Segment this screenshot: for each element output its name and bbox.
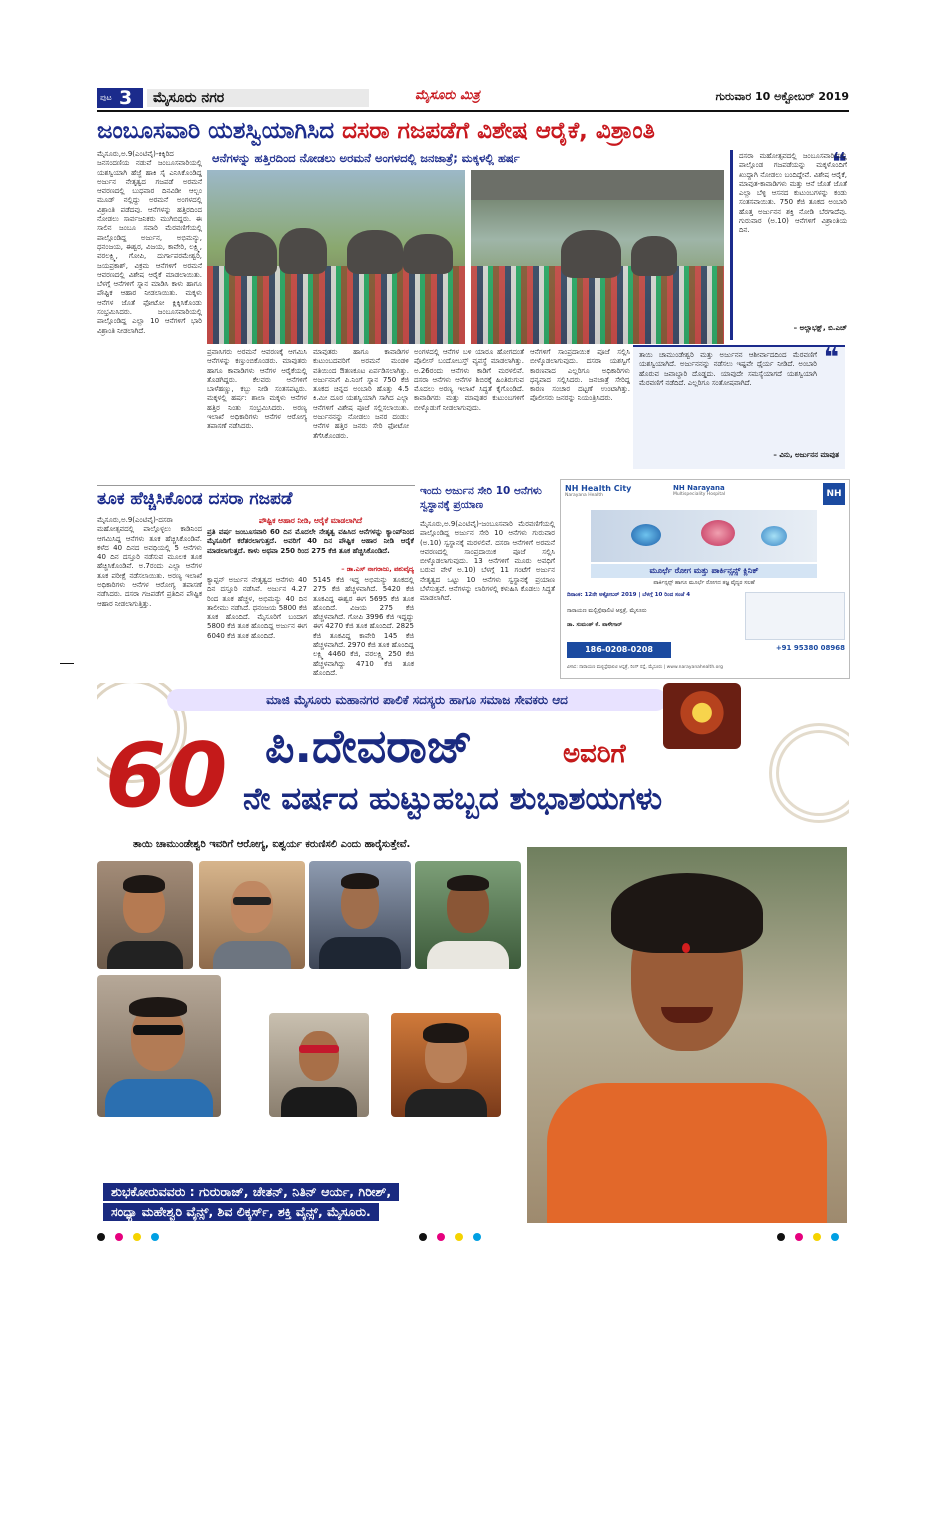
wisher-portrait: [391, 1013, 501, 1117]
elephant-figure: [403, 234, 453, 274]
story-2-column-1: ಮೈಸೂರು,ಅ.9(ಎಂಟಿವೈ)-ದಸರಾ ಮಹೋತ್ಸವದಲ್ಲಿ ಪಾಲ್ಗೊಳ್ಳಲು ಕಾಡಿನಿಂದ ಆಗಮಿಸಿದ್ದ ಆನೆಗಳು ತೂಕ ಹೆಚ್ಚಿಸಿಕೊಂಡಿವೆ. ಕಳೆದ 40 ದಿನದ ಅವಧಿಯಲ್ಲಿ 5 ಆನೆಗಳು 40 ದಿನ ದಸ್ತೂರಿ ನಡೆಸುವ ಮೂಲಕ ತೂಕ ಹೆಚ್ಚಿಸಿಕೊಂಡಿವೆ. ಅ.7ರಂದು ಎಲ್ಲಾ ಆನೆಗಳ ತೂಕ ಪರೀಕ್ಷೆ ನಡೆಸಲಾಯಿತು. ಅರಣ್ಯ ಇಲಾಖೆ ಅಧಿಕಾರಿಗಳು ಆನೆಗಳ ಆರೋಗ್ಯ ತಪಾಸಣೆ ನಡೆಸಿದರು. ದಸರಾ ಗಜಪಡೆಗೆ ಪ್ರತಿದಿನ ಪೌಷ್ಟಿಕ ಆಹಾರ ನೀಡಲಾಗುತ್ತಿತ್ತು.: [97, 516, 202, 608]
honoree-portrait: [527, 847, 847, 1223]
registration-dot: [795, 1233, 803, 1241]
birthday-banner: [97, 683, 849, 1525]
registration-dot: [473, 1233, 481, 1241]
hospital-ad: [560, 479, 850, 679]
quote-box-2: [633, 345, 845, 469]
ad-logo-2-sub: Multispeciality Hospital: [673, 492, 726, 497]
registration-dot: [813, 1233, 821, 1241]
lead-photo-right: [471, 170, 724, 344]
brain-icon: [631, 524, 661, 546]
quote-1-text: ದಸರಾ ಮಹೋತ್ಸವದಲ್ಲಿ ಜಂಬೂಸವಾರಿಯಲ್ಲಿ ಪಾಲ್ಗೊಂಡ ಗಜಪಡೆಯನ್ನು ಮಕ್ಕಳೊಂದಿಗೆ ಖುದ್ದಾಗಿ ನೋಡಲು ಬಂದಿದ್ದೇವೆ. ವಿಶೇಷ ಆರೈಕೆ, ಮಾವುತ-ಕಾವಾಡಿಗಳು ಮತ್ತು ಆನೆ ಜೊತೆ ಜೊತೆ ಎಲ್ಲಾ ಬೆಳ್ಳಿ ಆಸನದ ಕುಟುಂಬಗಳನ್ನು ಕಂಡು ಸಂತಸವಾಯಿತು. 750 ಕೆಜಿ ತೂಕದ ಅಂಬಾರಿ ಹೊತ್ತ ಅರ್ಜುನನ ಶಕ್ತಿ ನೋಡಿ ಬೆರಗಾದೆವು. ಗುರುವಾರ (ಅ.10) ಆನೆಗಳಿಗೆ ವಿಶ್ರಾಂತಿಯ ದಿನ.: [739, 152, 847, 235]
birthday-wish-line: ನೇ ವರ್ಷದ ಹುಟ್ಟುಹಬ್ಬದ ಶುಭಾಶಯಗಳು: [243, 781, 663, 817]
hair: [447, 875, 489, 891]
lead-subheadline: ಆನೆಗಳನ್ನು ಹತ್ತಿರದಿಂದ ನೋಡಲು ಅರಮನೆ ಅಂಗಳದಲ್ಲಿ ಜನಜಾತ್ರೆ; ಮಕ್ಕಳಲ್ಲಿ ಹರ್ಷ: [212, 151, 520, 165]
registration-dot: [97, 1233, 105, 1241]
registration-dot: [777, 1233, 785, 1241]
shirt: [107, 941, 183, 969]
story-2-inset-title: ಪೌಷ್ಟಿಕ ಆಹಾರ ನೀಡಿ, ಆರೈಕೆ ಮಾಡಲಾಗಿದೆ: [258, 516, 363, 525]
hair: [129, 997, 187, 1017]
quote-1-attribution: – ಅಲ್ಲಾಭಕ್ಷ್, ಬಿ.ಎಚ್: [793, 324, 847, 332]
floral-corner-decoration: [769, 723, 849, 823]
quote-mark-icon: ❝: [831, 148, 847, 178]
sunglasses-icon: [133, 1025, 183, 1035]
story-2-column-2: ಕ್ಯಾಪ್ಟನ್ ಅರ್ಜುನ ನೇತೃತ್ವದ ಆನೆಗಳು 40 ದಿನ ದಸ್ತೂರಿ ನಡೆಸಿವೆ. ಅರ್ಜುನ 4.27 ರಿಂದ ತೂಕ ಹೆಚ್ಚಳ, ಅಭಿಮನ್ಯು 40 ದಿನ ತಾಲೀಮು ನಡೆಸಿದೆ. ಧನಂಜಯ 5800 ಕೆಜಿ ತೂಕ ಹೊಂದಿದೆ. ಮೈಸೂರಿಗೆ ಬಂದಾಗ 5800 ಕೆಜಿ ತೂಕ ಹೊಂದಿದ್ದ ಅರ್ಜುನ ಈಗ 6040 ಕೆಜಿ ತೂಕ ಹೊಂದಿದೆ.: [207, 576, 307, 640]
lead-headline-part1: ಜಂಬೂಸವಾರಿ ಯಶಸ್ವಿಯಾಗಿಸಿದ: [97, 118, 335, 144]
brain-icon: [701, 520, 735, 546]
ad-venue: ನಾರಾಯಣ ಮಲ್ಟಿಸ್ಪೆಷಾಲಿಟಿ ಆಸ್ಪತ್ರೆ, ಮೈಸೂರು: [567, 608, 647, 614]
wisher-portrait: [199, 861, 305, 969]
story-2-inset: [207, 516, 414, 572]
wisher-portrait: [309, 861, 411, 969]
paper-logo: ಮೈಸೂರು ಮಿತ್ರ: [415, 88, 480, 103]
shirt: [281, 1087, 357, 1117]
elephant-figure: [631, 236, 677, 276]
shelter-roof: [471, 170, 724, 200]
crowd: [207, 266, 465, 344]
story-2-inset-lead: ಪ್ರತಿ ವರ್ಷ ಜಂಬೂಸವಾರಿ 60 ದಿನ ಮೊದಲೇ ನೇತೃತ್ವ ವಹಿಸಿದ ಆನೆಗಳನ್ನು ಕ್ಯಾಂಪ್‌ನಿಂದ ಮೈಸೂರಿಗೆ ಕರೆತರಲಾಗುತ್ತದೆ. ಅವರಿಗೆ 40 ದಿನ ಪೌಷ್ಟಿಕ ಆಹಾರ ನೀಡಿ ಆರೈಕೆ ಮಾಡಲಾಗುತ್ತದೆ. ಕಾಳು ಅಥವಾ 250 ರಿಂದ 275 ಕೆಜಿ ತೂಕ ಹೆಚ್ಚಿಸಿಕೊಂಡಿದೆ.: [207, 528, 414, 555]
shirt: [547, 1083, 827, 1223]
story-3-headline: ಇಂದು ಅರ್ಜುನ ಸೇರಿ 10 ಆನೆಗಳು ಸ್ವಸ್ಥಾನಕ್ಕೆ ಪ್ರಯಾಣ: [420, 485, 542, 511]
shirt: [105, 1079, 213, 1117]
honoree-name-suffix: ಅವರಿಗೆ: [563, 739, 626, 769]
sunglasses-icon: [233, 897, 271, 905]
story-2-column-3: 5145 ಕೆಜಿ ಇದ್ದ ಅಭಿಮನ್ಯು ತೂಕದಲ್ಲಿ 275 ಕೆಜಿ ಹೆಚ್ಚಳವಾಗಿದೆ. 5420 ಕೆಜಿ ತೂಕವಿದ್ದ ಈಶ್ವರ ಈಗ 5695 ಕೆಜಿ ತೂಕ ಹೊಂದಿದೆ. ವಿಜಯ 275 ಕೆಜಿ ಹೆಚ್ಚಳವಾಗಿದೆ. ಗೋಪಿ 3996 ಕೆಜಿ ಇದ್ದದ್ದು ಈಗ 4270 ಕೆಜಿ ತೂಕ ಹೊಂದಿದೆ. 2825 ಕೆಜಿ ತೂಕವಿದ್ದ ಕಾವೇರಿ 145 ಕೆಜಿ ಹೆಚ್ಚಳವಾಗಿದೆ. 2970 ಕೆಜಿ ತೂಕ ಹೊಂದಿದ್ದ ಲಕ್ಷ್ಮಿ 4460 ಕೆಜಿ, ವರಲಕ್ಷ್ಮಿ 250 ಕೆಜಿ ಹೆಚ್ಚಳವಾಗಿದ್ದು 4710 ಕೆಜಿ ತೂಕ ಹೊಂದಿದೆ.: [313, 576, 414, 676]
tilak-mark: [682, 943, 690, 953]
issue-date: ಗುರುವಾರ 10 ಅಕ್ಟೋಬರ್ 2019: [715, 90, 849, 103]
honoree-name: ಪಿ.ದೇವರಾಜ್: [265, 719, 473, 773]
ad-doctor: ಡಾ. ಸುಮಂತ್ ಕೆ. ಪಾಳೇಗಾರ್: [567, 622, 622, 628]
registration-dot: [831, 1233, 839, 1241]
ad-logo-1: [565, 484, 631, 498]
quote-box-1: [730, 150, 849, 340]
wishers-credit-line-1: ಶುಭಕೋರುವವರು : ಗುರುರಾಜ್, ಚೇತನ್, ನಿತಿನ್ ಆರ್ಯ, ಗಿರೀಶ್,: [103, 1183, 399, 1201]
sunglasses-icon: [299, 1045, 339, 1053]
ad-clinic-sub: ಪಾರ್ಕಿನ್ಸನ್ಸ್ ಹಾಗೂ ಮೂರ್ಛೆ ರೋಗದ ತಜ್ಞ ವೈದ್ಯರ ಸಲಹೆ: [653, 580, 755, 586]
lead-column-1: ಮೈಸೂರು,ಅ.9(ಎಂಟಿವೈ)-ಕಿಕ್ಕಿರಿದ ಜನಸಂದಣಿಯ ನಡುವೆ ಜಂಬೂಸವಾರಿಯಲ್ಲಿ ಯಶಸ್ವಿಯಾಗಿ ಹೆಜ್ಜೆ ಹಾಕಿ ಸೈ ಎನಿಸಿಕೊಂಡಿದ್ದ ಅರ್ಜುನ ನೇತೃತ್ವದ ಗಜಪಡೆ ಅರಮನೆ ಆವರಣದಲ್ಲಿ ಬುಧವಾರ ದಿನವಿಡೀ ಆಲ್ಬಂ ಮೂಡ್ ನಲ್ಲಿದ್ದು ಅರಮನೆ ಅಂಗಳದಲ್ಲಿ ವಿಶ್ರಾಂತಿ ಪಡೆದವು. ಆನೆಗಳನ್ನು ಹತ್ತಿರದಿಂದ ನೋಡಲು ಸಾರ್ವಜನಿಕರು ಮುಗಿಬಿದ್ದರು. ಈ ಸಾಲಿನ ಜಂಬೂ ಸವಾರಿ ಮೆರವಣಿಗೆಯಲ್ಲಿ ಪಾಲ್ಗೊಂಡಿದ್ದ ಅರ್ಜುನ, ಅಭಿಮನ್ಯು, ಧನಂಜಯ, ಈಶ್ವರ, ವಿಜಯ, ಕಾವೇರಿ, ಲಕ್ಷ್ಮಿ, ವರಲಕ್ಷ್ಮಿ, ಗೋಪಿ, ದುರ್ಗಾಪರಮೇಶ್ವರಿ, ಜಯಪ್ರಕಾಶ್, ವಿಕ್ರಮ ಆನೆಗಳಿಗೆ ಅರಮನೆ ಆವರಣದಲ್ಲಿ ವಿಶೇಷ ಆರೈಕೆ ಮಾಡಲಾಯಿತು. ಬೆಳಗ್ಗೆ ಆನೆಗಳಿಗೆ ಸ್ನಾನ ಮಾಡಿಸಿ ಕಾಳು ಹಾಗೂ ಪೌಷ್ಟಿಕ ಆಹಾರ ನೀಡಲಾಯಿತು. ಮಕ್ಕಳು ಆನೆಗಳ ಜೊತೆ ಫೋಟೋ ಕ್ಲಿಕ್ಕಿಸಿಕೊಂಡು ಸಂಭ್ರಮಿಸಿದರು. ಜಂಬೂಸವಾರಿಯಲ್ಲಿ ಪಾಲ್ಗೊಂಡಿದ್ದ ಎಲ್ಲಾ 10 ಆನೆಗಳಿಗೆ ಭಾರಿ ವಿಶ್ರಾಂತಿ ನೀಡಲಾಗಿದೆ.: [97, 150, 202, 335]
margin-mark: [60, 663, 74, 664]
mouth: [661, 1007, 713, 1023]
lead-column-4: ಅಂಗಳದಲ್ಲಿ ಆನೆಗಳ ಬಳಿ ಯಾರೂ ಹೋಗದಂತೆ ಪೊಲೀಸ್ ಬಂದೋಬಸ್ತ್ ವ್ಯವಸ್ಥೆ ಮಾಡಲಾಗಿತ್ತು. ಅ.26ರಂದು ಆನೆಗಳು ಕಾಡಿಗೆ ಮರಳಲಿವೆ. ದಸರಾ ಆನೆಗಳು ಆನೆಗಳ ಶಿಬಿರಕ್ಕೆ ಹಿಂತಿರುಗುವ ಮೊದಲು ಅರಣ್ಯ ಇಲಾಖೆ ಸಿದ್ಧತೆ ಕೈಗೊಂಡಿದೆ. ಕಾವಾಡಿಗರು ಮತ್ತು ಮಾವುತರ ಕುಟುಂಬಗಳಿಗೆ ಬೀಳ್ಕೊಡುಗೆ ನೀಡಲಾಗುವುದು.: [414, 348, 524, 412]
masthead-rule: [97, 110, 849, 112]
page-number: 3: [119, 87, 133, 109]
ad-phone-2: +91 95380 08968: [775, 644, 845, 652]
page-number-badge: [97, 88, 143, 108]
shirt: [427, 941, 509, 969]
story-3-text: ಮೈಸೂರು,ಅ.9(ಎಂಟಿವೈ)-ಜಂಬೂಸವಾರಿ ಮೆರವಣಿಗೆಯಲ್ಲಿ ಪಾಲ್ಗೊಂಡಿದ್ದ ಅರ್ಜುನ ಸೇರಿ 10 ಆನೆಗಳು ಗುರುವಾರ (ಅ.10) ಸ್ವಸ್ಥಾನಕ್ಕೆ ಮರಳಲಿವೆ. ದಸರಾ ಆನೆಗಳಿಗೆ ಅರಮನೆ ಆವರಣದಲ್ಲಿ ಸಾಂಪ್ರದಾಯಿಕ ಪೂಜೆ ಸಲ್ಲಿಸಿ ಬೀಳ್ಕೊಡಲಾಗುವುದು. 13 ಆನೆಗಳಿಗೆ ಮೂರು ಅವಧಿಗೆ ಬರುವ ವೇಳೆ ಅ.10) ಬೆಳಗ್ಗೆ 11 ಗಂಟೆಗೆ ಅರ್ಜುನ ನೇತೃತ್ವದ ಒಟ್ಟು 10 ಆನೆಗಳು ಸ್ವಸ್ಥಾನಕ್ಕೆ ಪ್ರಯಾಣ ಬೆಳೆಸುತ್ತವೆ. ಆನೆಗಳನ್ನು ಲಾರಿಗಳಲ್ಲಿ ಕಳುಹಿಸಿ ಕೊಡಲು ಸಿದ್ಧತೆ ಮಾಡಲಾಗಿದೆ.: [420, 520, 555, 603]
registration-dot: [419, 1233, 427, 1241]
quote-2-text: ತಾಯಿ ಚಾಮುಂಡೇಶ್ವರಿ ಮತ್ತು ಅರ್ಜುನನ ಆಶೀರ್ವಾದದಿಂದ ಮೆರವಣಿಗೆ ಯಶಸ್ವಿಯಾಗಿದೆ. ಅರ್ಜುನನನ್ನು ನಡೆಸಲು ಇಷ್ಟವೇ ಧೈರ್ಯ ನೀಡಿದೆ. ಅಂಬಾರಿ ಹೊರುವ ಜವಾಬ್ದಾರಿ ದೊಡ್ಡದು. ಯಾವುದೇ ಸಮಸ್ಯೆಯಾಗದೆ ಯಶಸ್ವಿಯಾಗಿ ಮೆರವಣಿಗೆ ನಡೆದಿದೆ. ಎಲ್ಲರಿಗೂ ಸಂತೋಷವಾಗಿದೆ.: [639, 351, 817, 387]
ad-logo-2-text: NH Narayana: [673, 484, 725, 492]
registration-dot: [151, 1233, 159, 1241]
face: [231, 881, 273, 933]
lead-headline: [97, 113, 849, 149]
ad-logo-1-sub: Narayana Health: [565, 493, 603, 498]
elephant-figure: [225, 232, 277, 276]
lead-photo-left: [207, 170, 465, 344]
elephant-figure: [561, 230, 621, 278]
quote-mark-icon: ❝: [823, 343, 839, 373]
ad-footer: ವಿಳಾಸ: ನಾರಾಯಣ ಮಲ್ಟಿಸ್ಪೆಷಾಲಿಟಿ ಆಸ್ಪತ್ರೆ, ರಿಂಗ್ ರಸ್ತೆ, ಮೈಸೂರು | www.narayanahealth.org: [567, 665, 723, 670]
elephant-figure: [279, 228, 327, 274]
hair: [341, 873, 379, 889]
curly-hair: [611, 873, 763, 953]
ad-brain-illustration: [591, 510, 817, 562]
ad-badge: NH: [823, 483, 845, 505]
registration-dot: [437, 1233, 445, 1241]
lead-column-2: ಪ್ರವಾಸಿಗರು ಅರಮನೆ ಆವರಣಕ್ಕೆ ಆಗಮಿಸಿ ಆನೆಗಳನ್ನು ಕಣ್ತುಂಬಿಕೊಂಡರು. ಮಾವುತರು ಹಾಗೂ ಕಾವಾಡಿಗಳು ಆನೆಗಳ ಆರೈಕೆಯಲ್ಲಿ ತೊಡಗಿದ್ದರು. ಕೆಲವರು ಆನೆಗಳಿಗೆ ಬಾಳೆಹಣ್ಣು, ಕಬ್ಬು ನೀಡಿ ಸಂತಸಪಟ್ಟರು. ಮಕ್ಕಳಲ್ಲಿ ಹರ್ಷ: ಶಾಲಾ ಮಕ್ಕಳು ಆನೆಗಳ ಹತ್ತಿರ ನಿಂತು ಸಂಭ್ರಮಿಸಿದರು. ಅರಣ್ಯ ಇಲಾಖೆ ಅಧಿಕಾರಿಗಳು ಆನೆಗಳ ಆರೋಗ್ಯ ತಪಾಸಣೆ ನಡೆಸಿದರು.: [207, 348, 307, 431]
wishers-credit-line-2: ಸಂಧ್ಯಾ ಮಹೇಶ್ವರಿ ವೈನ್ಸ್, ಶಿವ ಲಿಕ್ಕರ್ಸ್, ಶಕ್ತಿ ವೈನ್ಸ್, ಮೈಸೂರು.: [103, 1203, 379, 1221]
birthday-number: 60: [105, 724, 228, 827]
blessing-line: ತಾಯಿ ಚಾಮುಂಡೇಶ್ವರಿ ಇವರಿಗೆ ಆರೋಗ್ಯ, ಐಶ್ವರ್ಯ ಕರುಣಿಸಲಿ ಎಂದು ಹಾರೈಸುತ್ತೇವೆ.: [133, 839, 411, 850]
quote-2-attribution: – ವಿನು, ಅರ್ಜುನನ ಮಾವುತ: [773, 451, 839, 459]
suit: [319, 937, 401, 969]
elephant-figure: [347, 230, 403, 274]
shirt: [405, 1089, 487, 1117]
registration-dot: [133, 1233, 141, 1241]
registration-dots-center: [419, 1226, 491, 1245]
page-label: ಪುಟ: [100, 93, 112, 102]
ad-info-panel: [745, 592, 845, 640]
registration-marks: [97, 1226, 849, 1236]
brain-icon: [761, 526, 787, 546]
wisher-portrait: [97, 975, 221, 1117]
story-2-inset-byline: – ಡಾ.ಎಸ್ ನಾಗರಾಜು, ಪಶುವೈದ್ಯ: [341, 565, 414, 573]
registration-dot: [455, 1233, 463, 1241]
story-2-headline: ತೂಕ ಹೆಚ್ಚಿಸಿಕೊಂಡ ದಸರಾ ಗಜಪಡೆ: [97, 485, 415, 512]
wisher-portrait: [269, 1013, 369, 1117]
hair: [123, 875, 165, 893]
ad-date-line: ದಿನಾಂಕ: 12ನೇ ಅಕ್ಟೋಬರ್ 2019 | ಬೆಳಗ್ಗೆ 10 ರಿಂದ ಸಂಜೆ 4: [567, 592, 691, 598]
face: [299, 1031, 339, 1081]
registration-dots-left: [97, 1226, 169, 1245]
ad-logo-2: [673, 484, 725, 497]
masthead: [97, 88, 849, 108]
ad-logo-1-text: NH Health City: [565, 484, 632, 493]
lead-headline-part2: ದಸರಾ ಗಜಪಡೆಗೆ ವಿಶೇಷ ಆರೈಕೆ, ವಿಶ್ರಾಂತಿ: [342, 118, 655, 144]
wisher-portrait: [97, 861, 193, 969]
lead-column-3: ಮಾವುತರು ಹಾಗೂ ಕಾವಾಡಿಗಳ ಕುಟುಂಬದವರಿಗೆ ಅರಮನೆ ಮಂಡಳಿ ವತಿಯಿಂದ ಔತಣಕೂಟ ಏರ್ಪಡಿಸಲಾಗಿತ್ತು. ಅರ್ಜುನನಿಗೆ ಪಿ.ನಿಂಗೆ ಸ್ನಾನ 750 ಕೆಜಿ ತೂಕದ ಚಿನ್ನದ ಅಂಬಾರಿ ಹೊತ್ತು 4.5 ಕಿ.ಮೀ ದೂರ ಯಶಸ್ವಿಯಾಗಿ ಸಾಗಿದ ಎಲ್ಲಾ ಆನೆಗಳಿಗೆ ವಿಶೇಷ ಪೂಜೆ ಸಲ್ಲಿಸಲಾಯಿತು. ಅರ್ಜುನನನ್ನು ನೋಡಲು ಜನರ ದಂಡು: ಆನೆಗಳ ಹತ್ತಿರ ಜನರು ಸೇರಿ ಫೋಟೋ ತೆಗೆಸಿಕೊಂಡರು.: [313, 348, 409, 440]
deity-image: [663, 683, 741, 749]
lead-column-5: ಆನೆಗಳಿಗೆ ಸಾಂಪ್ರದಾಯಿಕ ಪೂಜೆ ಸಲ್ಲಿಸಿ ಬೀಳ್ಕೊಡಲಾಗುವುದು. ದಸರಾ ಯಶಸ್ವಿಗೆ ಕಾರಣವಾದ ಎಲ್ಲರಿಗೂ ಅಧಿಕಾರಿಗಳು ಧನ್ಯವಾದ ಸಲ್ಲಿಸಿದರು. ಜನಜಾತ್ರೆ ಸೇರಿದ್ದ ಕಾರಣ ಸಂಚಾರ ದಟ್ಟಣೆ ಉಂಟಾಗಿತ್ತು. ಪೊಲೀಸರು ಜನರನ್ನು ನಿಯಂತ್ರಿಸಿದರು.: [530, 348, 630, 403]
section-name: ಮೈಸೂರು ನಗರ: [147, 89, 369, 107]
shirt: [213, 941, 291, 969]
ad-phone: 186-0208-0208: [567, 642, 671, 658]
hair: [423, 1023, 469, 1043]
banner-top-line: ಮಾಜಿ ಮೈಸೂರು ಮಹಾನಗರ ಪಾಲಿಕೆ ಸದಸ್ಯರು ಹಾಗೂ ಸಮಾಜ ಸೇವಕರು ಆದ: [167, 689, 667, 711]
ad-clinic-title: ಮೂರ್ಛೆ ರೋಗ ಮತ್ತು ಪಾರ್ಕಿನ್ಸನ್ಸ್ ಕ್ಲಿನಿಕ್: [591, 564, 817, 578]
wisher-portrait: [415, 861, 521, 969]
registration-dots-right: [777, 1226, 849, 1245]
registration-dot: [115, 1233, 123, 1241]
